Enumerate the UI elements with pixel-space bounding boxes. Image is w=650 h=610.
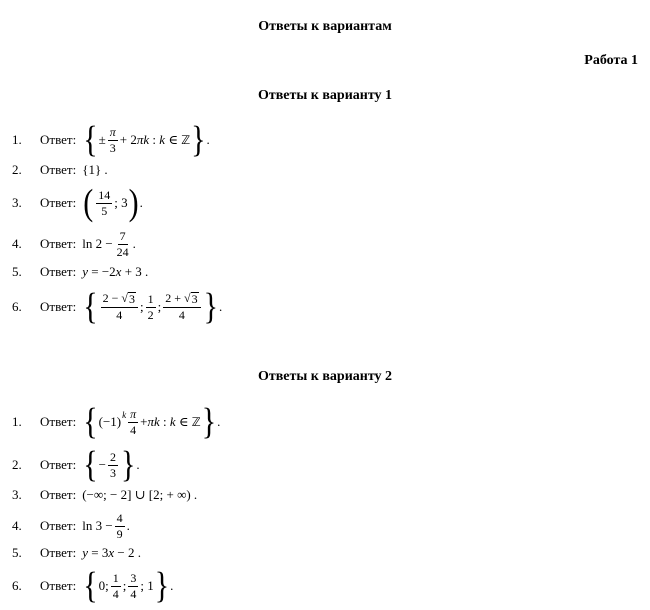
answer-label: Ответ: [40,487,77,502]
answer-formula: { (−1) k $\frac{\pi}{4}$ + πk : k ∈ ℤ } . [83,400,221,442]
answer-label: Ответ: [40,545,77,560]
answer-formula: y = 3 x − 2 . [82,545,141,560]
answer-formula: ( $\frac{14}{5}$ ; 3 ) . [83,181,143,223]
variant-2-heading: Ответы к варианту 2 [257,369,393,384]
answer-formula: ln 2 − $\frac{7}{24}$ . [82,228,136,259]
answer-number: 2. [12,162,22,177]
answer-number: 6. [12,299,22,314]
answer-number: 3. [12,195,22,210]
answer-label: Ответ: [40,578,77,593]
answer-row [12,402,220,442]
answer-number: 6. [12,578,22,593]
answer-label: Ответ: [40,236,77,251]
answer-row [12,183,143,223]
answer-formula: (−∞; − 2] ∪ [2; + ∞) . [82,487,198,502]
answer-formula: { ± $\frac{\pi}{3}$ + 2 πk : k ∈ ℤ } . [83,118,210,160]
answer-row [12,287,222,327]
answer-number: 4. [12,236,22,251]
answer-label: Ответ: [40,299,77,314]
answer-row [12,566,173,606]
work-heading: Работа 1 [584,53,638,68]
answer-number: 1. [12,414,22,429]
variant-1-heading: Ответы к варианту 1 [257,88,393,103]
answer-label: Ответ: [40,195,77,210]
answer-label: Ответ: [40,457,77,472]
answer-label: Ответ: [40,264,77,279]
answer-label: Ответ: [40,414,77,429]
answer-label: Ответ: [40,132,77,147]
answer-number: 5. [12,264,22,279]
answer-label: Ответ: [40,518,77,533]
answer-formula: y = −2 x + 3 . [82,264,149,279]
answer-formula: { 2 − √ 3 4 ; $\frac{1}{2}$ ; 2 + √ 3 4 } . [83,285,223,327]
answer-number: 3. [12,487,22,502]
answer-number: 5. [12,545,22,560]
answer-formula: { 0; $\frac{1}{4}$ ; $\frac{3}{4}$ ; 1 } . [83,564,174,606]
answer-number: 2. [12,457,22,472]
document-title: Ответы к вариантам [258,19,392,34]
answer-number: 1. [12,132,22,147]
answer-formula: {1} . [82,162,108,177]
answer-formula: ln 3 − $\frac{4}{9}$ . [82,510,130,541]
answer-label: Ответ: [40,162,77,177]
answer-number: 4. [12,518,22,533]
answer-row [12,252,148,292]
answer-formula: { − $\frac{2}{3}$ } . [83,443,140,485]
